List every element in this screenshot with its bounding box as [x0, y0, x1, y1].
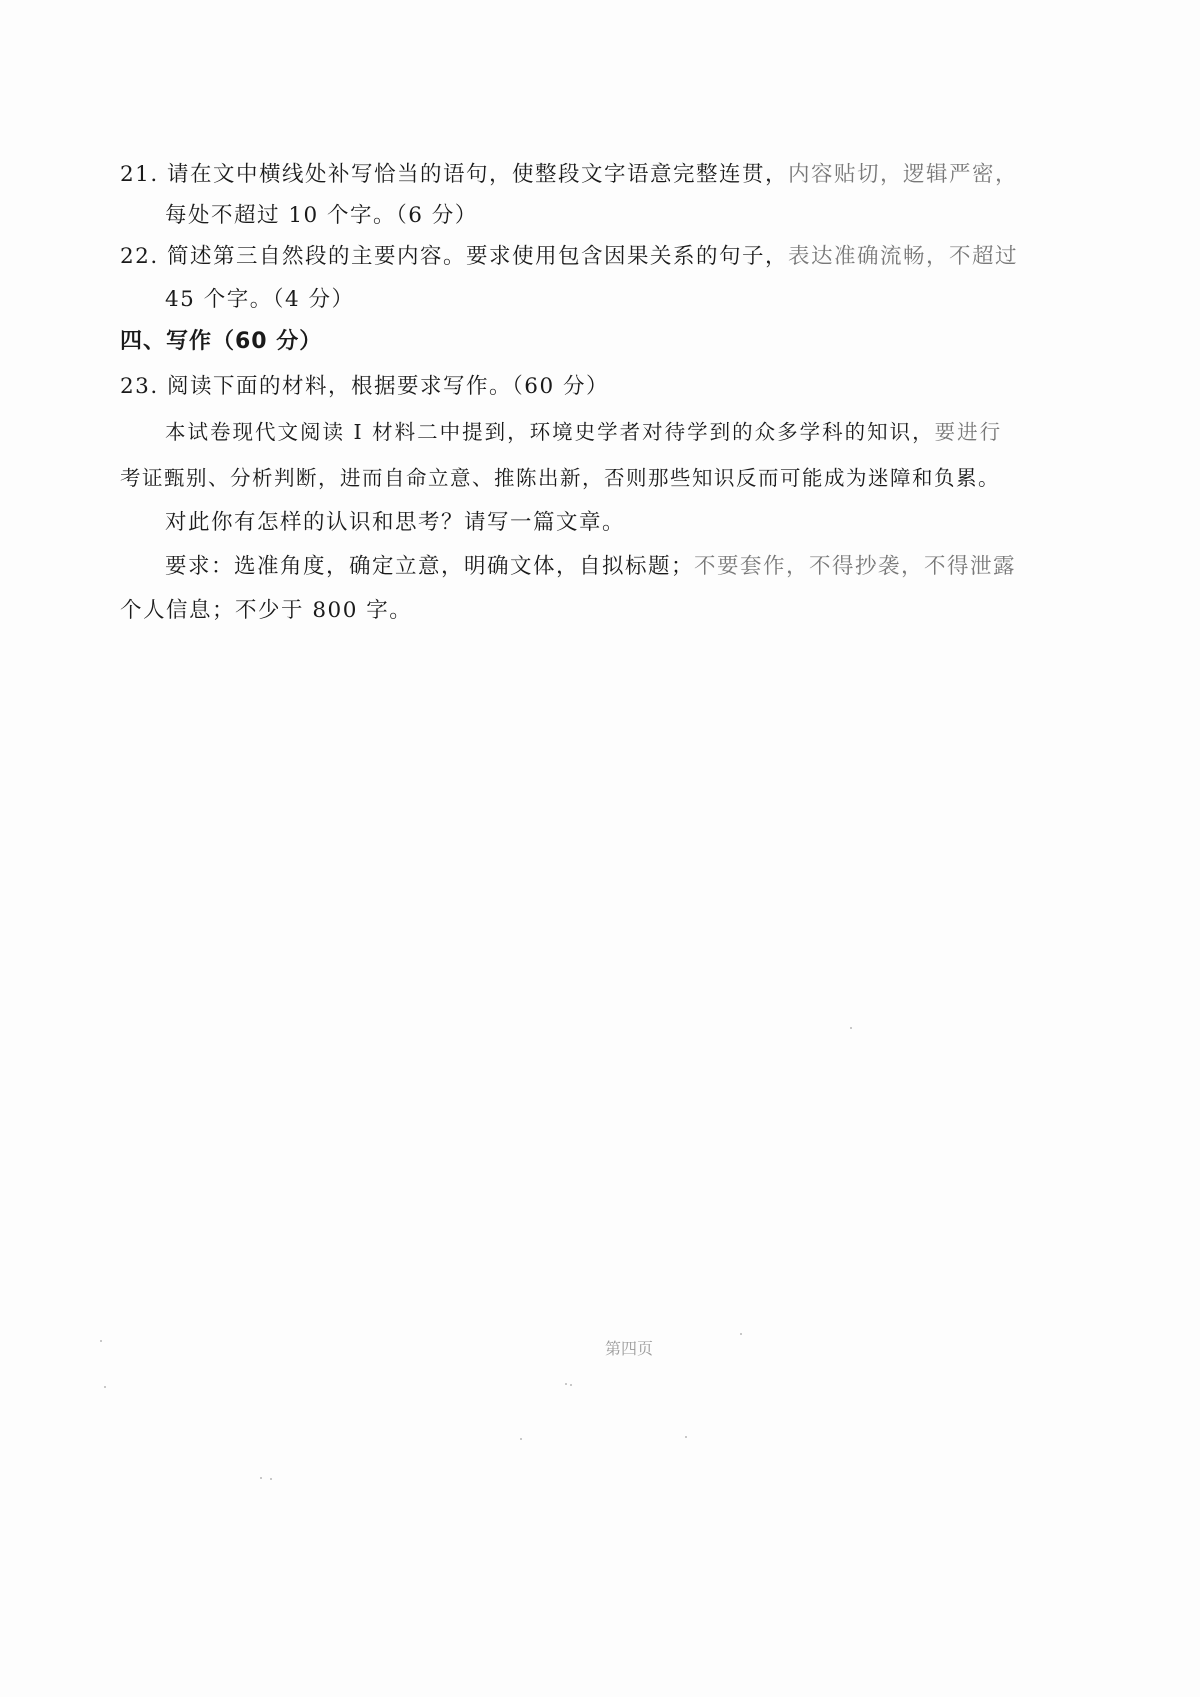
q23-material-line-1 [165, 417, 1002, 447]
scan-artifact [570, 1384, 572, 1386]
scan-artifact [565, 1383, 567, 1385]
page-number-label: 第四页 [605, 1339, 654, 1358]
scan-artifact [270, 1478, 272, 1480]
q22-line-2: 45 个字。（4 分） [165, 287, 355, 312]
q23-material-text-main: 本试卷现代文阅读 Ⅰ 材料二中提到，环境史学者对待学到的众多学科的知识， [165, 420, 935, 444]
section-heading-writing: 四、写作（60 分） [120, 329, 323, 354]
q21-text-main: 21. 请在文中横线处补写恰当的语句，使整段文字语意完整连贯， [120, 162, 789, 187]
q23-question: 对此你有怎样的认识和思考？请写一篇文章。 [165, 510, 626, 535]
scan-artifact [685, 1436, 687, 1438]
scan-artifact [740, 1333, 742, 1335]
q23-requirements-line-1 [165, 552, 1016, 582]
q22-text-main: 22. 简述第三自然段的主要内容。要求使用包含因果关系的句子， [120, 244, 789, 269]
q21-line-2: 每处不超过 10 个字。（6 分） [165, 203, 478, 228]
q23-material-line-2: 考证甄别、分析判断，进而自命立意、推陈出新，否则那些知识反而可能成为迷障和负累。 [120, 466, 1000, 490]
q23-requirements-line-2: 个人信息；不少于 800 字。 [120, 598, 413, 623]
q23-prompt: 23. 阅读下面的材料，根据要求写作。（60 分） [120, 374, 609, 399]
scan-artifact [104, 1386, 106, 1388]
q22-text-faded: 表达准确流畅，不超过 [788, 244, 1019, 269]
scan-artifact [100, 1340, 102, 1342]
q23-requirements-text-faded: 不要套作，不得抄袭，不得泄露 [694, 554, 1017, 579]
q23-requirements-text-main: 要求：选准角度，确定立意，明确文体，自拟标题； [165, 554, 695, 579]
scan-artifact [260, 1477, 262, 1479]
q23-material-text-faded: 要进行 [934, 420, 1003, 444]
scan-artifact [520, 1438, 522, 1440]
scan-artifact [850, 1027, 852, 1029]
q21-text-faded: 内容贴切，逻辑严密， [788, 162, 1019, 187]
q21-line-1 [120, 160, 1018, 190]
q22-line-1 [120, 242, 1018, 272]
